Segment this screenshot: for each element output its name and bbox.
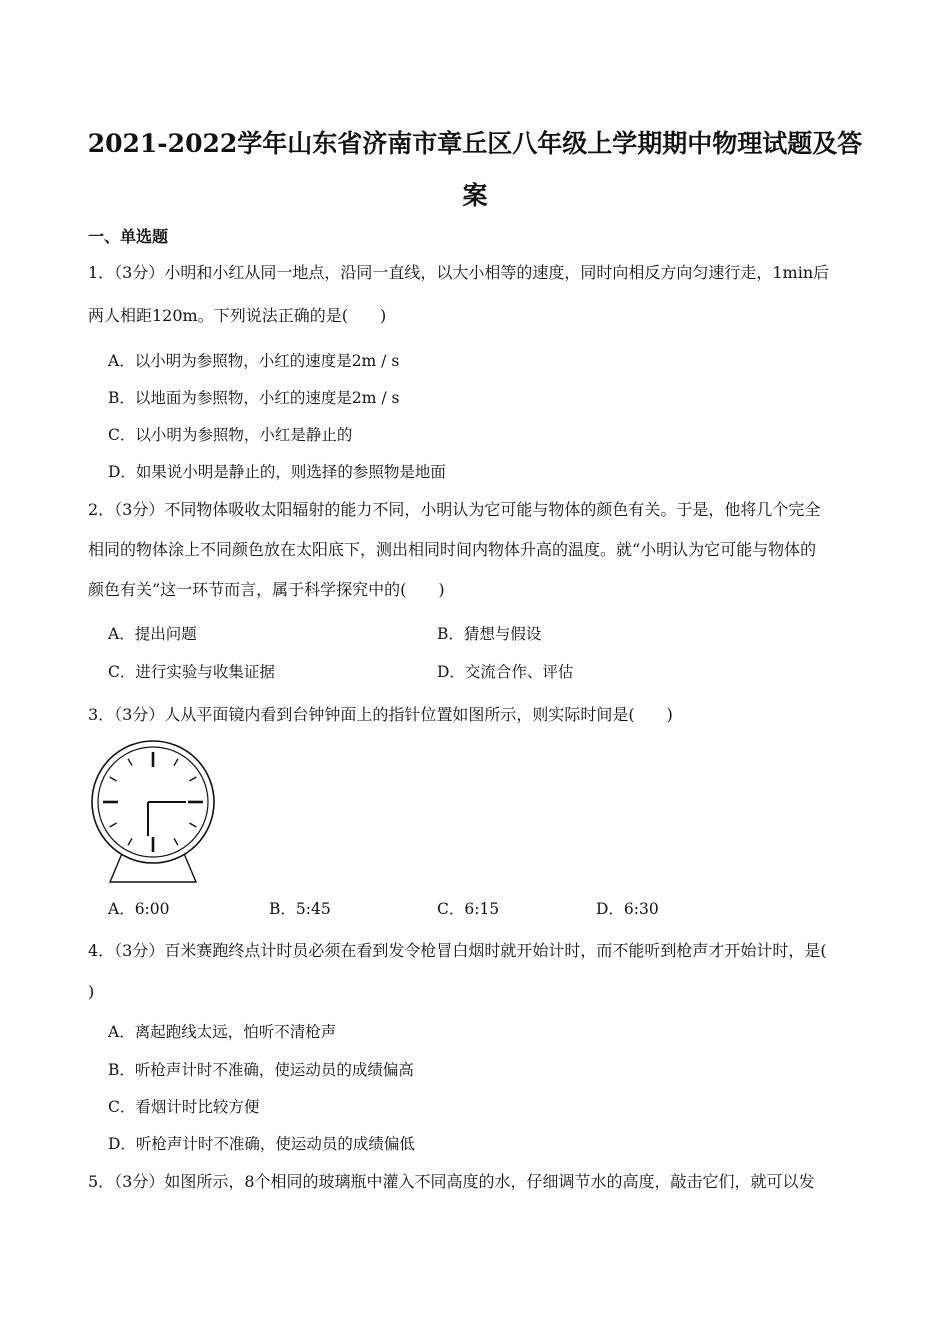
q2-stem-line2: 相同的物体涂上不同颜色放在太阳底下，测出相同时间内物体升高的温度。就“小明认为它可能与物体的 [88, 540, 817, 559]
q1-option-c: C．以小明为参照物，小红是静止的 [108, 426, 353, 444]
q2-option-d: D．交流合作、评估 [437, 663, 574, 681]
mirror-clock-figure [86, 722, 220, 890]
document-title-line2: 案 [462, 181, 488, 210]
q4-option-d: D．听枪声计时不准确，使运动员的成绩偏低 [108, 1135, 415, 1153]
q4-stem-line1: 4．（3分）百米赛跑终点计时员必须在看到发令枪冒白烟时就开始计时，而不能听到枪声才开始计时，是( [88, 941, 827, 960]
q2-option-a: A．提出问题 [108, 625, 197, 643]
q1-option-a: A．以小明为参照物，小红的速度是2m / s [108, 352, 400, 370]
q2-option-b: B．猜想与假设 [437, 625, 542, 643]
q5-stem-line1: 5．（3分）如图所示，8个相同的玻璃瓶中灌入不同高度的水，仔细调节水的高度，敲击它们，就可以发 [88, 1172, 815, 1191]
q1-stem-line1: 1．（3分）小明和小红从同一地点，沿同一直线，以大小相等的速度，同时向相反方向匀速行走，1min后 [88, 263, 830, 282]
document-title-line1: 2021-2022学年山东省济南市章丘区八年级上学期期中物理试题及答 [87, 129, 863, 158]
q2-option-c: C．进行实验与收集证据 [108, 663, 275, 681]
q3-stem-line1: 3．（3分）人从平面镜内看到台钟钟面上的指针位置如图所示，则实际时间是( ) [88, 705, 673, 724]
q1-stem-line2: 两人相距120m。下列说法正确的是( ) [88, 306, 387, 325]
q2-stem-line3: 颜色有关”这一环节而言，属于科学探究中的( ) [88, 580, 445, 599]
q4-option-a: A．离起跑线太远，怕听不清枪声 [108, 1023, 337, 1041]
q3-option-d: D．6:30 [596, 900, 659, 918]
q1-option-b: B．以地面为参照物，小红的速度是2m / s [108, 389, 400, 407]
q4-option-b: B．听枪声计时不准确，使运动员的成绩偏高 [108, 1061, 414, 1079]
q1-option-d: D．如果说小明是静止的，则选择的参照物是地面 [108, 463, 446, 481]
q3-option-a: A．6:00 [108, 900, 170, 918]
q4-stem-line2: ) [88, 982, 95, 1001]
q2-stem-line1: 2．（3分）不同物体吸收太阳辐射的能力不同，小明认为它可能与物体的颜色有关。于是，他将几个完全 [88, 500, 821, 519]
section-heading: 一、单选题 [88, 227, 169, 246]
q4-option-c: C．看烟计时比较方便 [108, 1098, 260, 1116]
q3-option-c: C．6:15 [437, 900, 500, 918]
q3-option-b: B．5:45 [269, 900, 331, 918]
clock-icon [86, 722, 220, 886]
